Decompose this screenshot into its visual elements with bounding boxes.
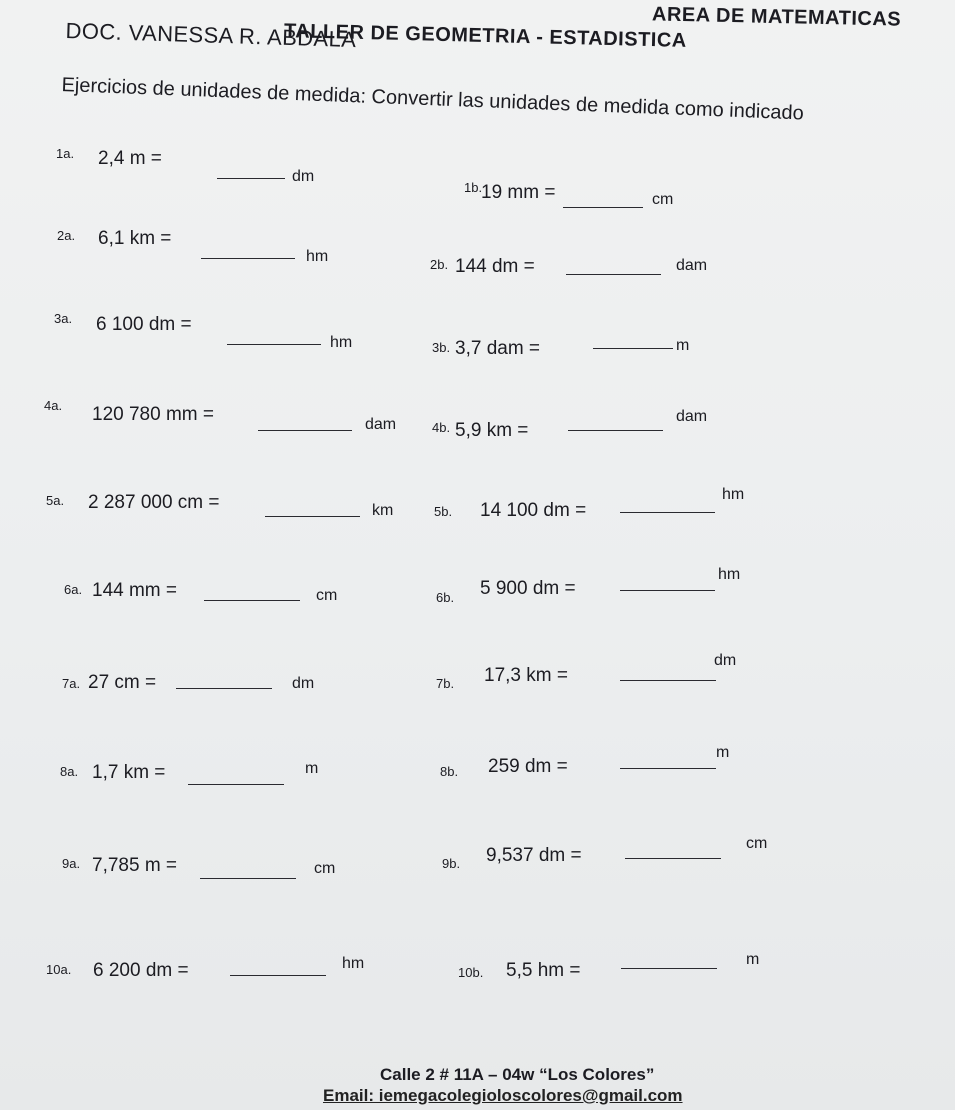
exercise-number: 2a.: [57, 228, 76, 243]
answer-blank: [188, 784, 284, 785]
target-unit: m: [716, 744, 730, 761]
exercise-number: 1a.: [56, 146, 75, 161]
answer-blank: [620, 590, 715, 591]
target-unit: cm: [746, 835, 768, 852]
answer-blank: [217, 178, 285, 179]
exercise-number: 2b.: [430, 257, 449, 272]
target-unit: hm: [330, 334, 353, 351]
target-unit: dm: [292, 168, 315, 185]
target-unit: km: [372, 502, 394, 519]
exercise-number: 7b.: [436, 676, 455, 691]
exercise-number: 9a.: [62, 856, 81, 871]
exercise-expression: 6 200 dm =: [93, 960, 189, 981]
answer-blank: [176, 688, 272, 689]
target-unit: cm: [316, 587, 338, 604]
exercise-expression: 2,4 m =: [98, 148, 162, 169]
footer-email: Email: iemegacolegioloscolores@gmail.com: [323, 1086, 683, 1105]
target-unit: dm: [292, 675, 315, 692]
exercise-number: 4b.: [432, 420, 451, 435]
answer-blank: [568, 430, 663, 431]
target-unit: hm: [306, 248, 329, 265]
exercise-number: 4a.: [44, 398, 63, 413]
workshop-title: TALLER DE GEOMETRIA - ESTADISTICA: [283, 20, 688, 52]
exercise-expression: 1,7 km =: [92, 762, 166, 783]
exercise-number: 5b.: [434, 504, 453, 519]
answer-blank: [620, 768, 716, 769]
exercise-expression: 5 900 dm =: [480, 578, 576, 599]
target-unit: dam: [676, 257, 708, 274]
answer-blank: [227, 344, 321, 345]
exercise-expression: 5,5 hm =: [506, 960, 581, 981]
exercise-expression: 27 cm =: [88, 672, 157, 693]
answer-blank: [201, 258, 295, 259]
exercise-expression: 259 dm =: [488, 756, 568, 777]
answer-blank: [620, 512, 715, 513]
target-unit: dam: [676, 408, 708, 425]
answer-blank: [230, 975, 326, 976]
exercise-number: 6b.: [436, 590, 455, 605]
exercise-expression: 6 100 dm =: [96, 314, 192, 335]
target-unit: hm: [718, 566, 741, 583]
answer-blank: [566, 274, 661, 275]
exercise-expression: 19 mm =: [481, 182, 556, 203]
area-heading: AREA DE MATEMATICAS: [651, 3, 902, 31]
answer-blank: [593, 348, 673, 349]
answer-blank: [621, 968, 717, 969]
answer-blank: [625, 858, 721, 859]
target-unit: m: [305, 760, 319, 777]
answer-blank: [265, 516, 360, 517]
target-unit: m: [676, 337, 690, 354]
exercise-expression: 144 mm =: [92, 580, 178, 601]
exercise-expression: 14 100 dm =: [480, 500, 587, 521]
target-unit: cm: [314, 860, 336, 877]
footer-address: Calle 2 # 11A – 04w “Los Colores”: [380, 1065, 655, 1084]
exercise-number: 3a.: [54, 311, 73, 326]
target-unit: dm: [714, 652, 737, 669]
exercise-number: 10a.: [46, 962, 72, 977]
answer-blank: [204, 600, 300, 601]
exercise-number: 6a.: [64, 582, 83, 597]
exercise-expression: 5,9 km =: [455, 420, 529, 441]
target-unit: dam: [365, 416, 397, 433]
instructions: Ejercicios de unidades de medida: Convertir las unidades de medida como indicado: [61, 74, 805, 125]
exercise-expression: 144 dm =: [455, 256, 535, 277]
target-unit: hm: [342, 955, 365, 972]
exercise-number: 8b.: [440, 764, 459, 779]
target-unit: hm: [722, 486, 745, 503]
exercise-number: 1b.: [464, 180, 483, 195]
exercise-number: 3b.: [432, 340, 451, 355]
exercise-expression: 9,537 dm =: [486, 845, 582, 866]
exercise-expression: 6,1 km =: [98, 228, 172, 249]
exercise-expression: 2 287 000 cm =: [88, 492, 220, 513]
answer-blank: [620, 680, 716, 681]
answer-blank: [258, 430, 352, 431]
exercise-expression: 120 780 mm =: [92, 404, 214, 425]
exercise-expression: 3,7 dam =: [455, 338, 541, 359]
exercise-number: 8a.: [60, 764, 79, 779]
target-unit: cm: [652, 191, 674, 208]
answer-blank: [563, 207, 643, 208]
exercise-expression: 17,3 km =: [484, 665, 568, 686]
target-unit: m: [746, 951, 760, 968]
exercise-number: 5a.: [46, 493, 65, 508]
exercise-number: 9b.: [442, 856, 461, 871]
exercise-expression: 7,785 m =: [92, 855, 178, 876]
exercise-number: 10b.: [458, 965, 484, 980]
answer-blank: [200, 878, 296, 879]
exercise-number: 7a.: [62, 676, 81, 691]
teacher-name: DOC. VANESSA R. ABDALA: [65, 18, 357, 53]
